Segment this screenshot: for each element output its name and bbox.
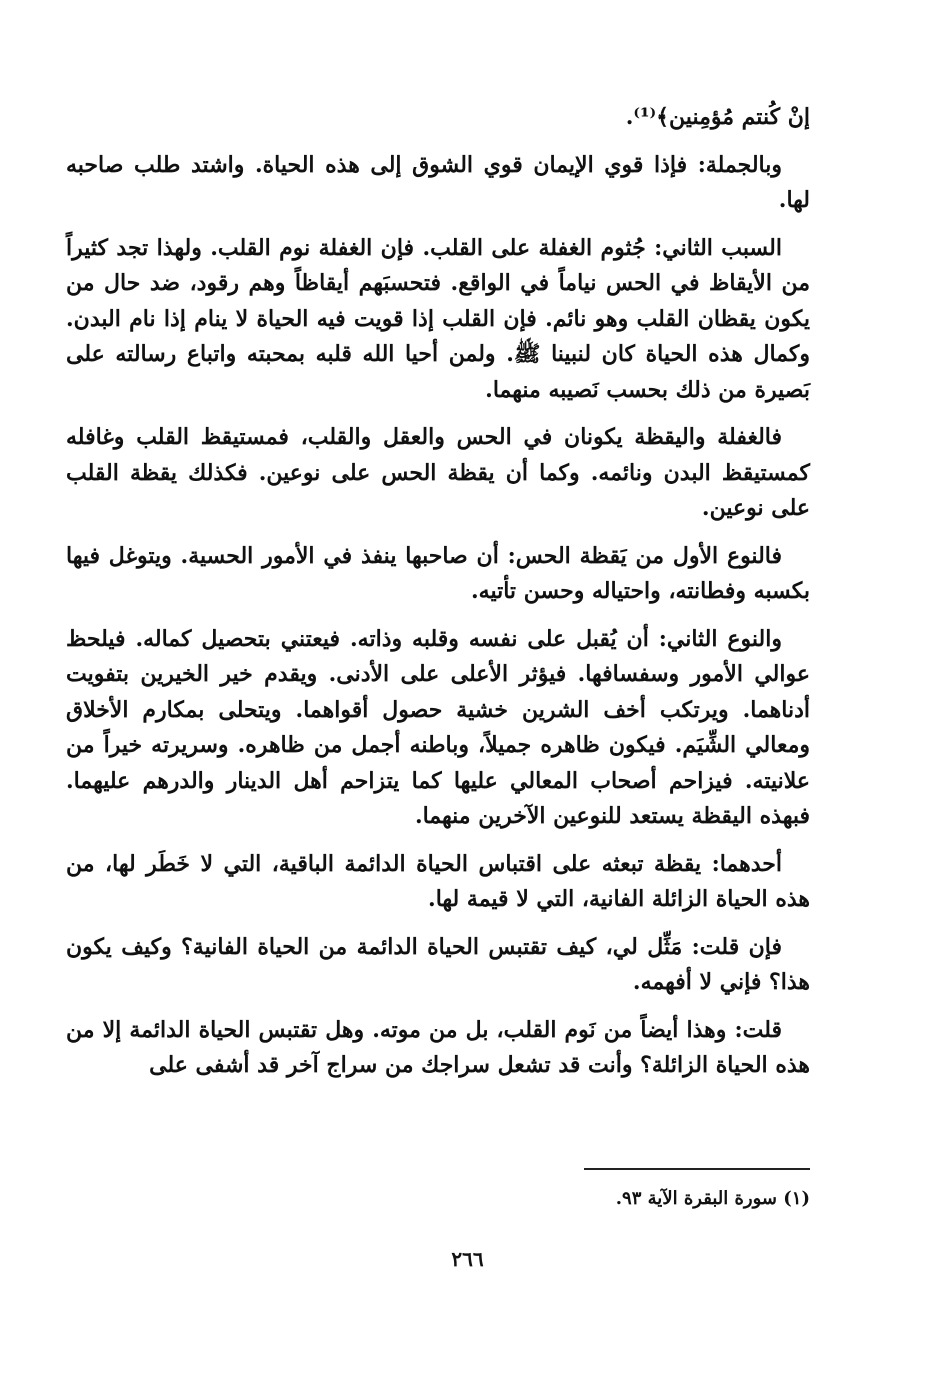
paragraph-one-of-them: أحدهما: يقظة تبعثه على اقتباس الحياة الدائمة الباقية، التي لا خَطَر لها، من هذه الحياة الزائلة الفانية، التي لا قيمة لها.: [66, 850, 810, 912]
footnote-divider: [584, 1168, 810, 1170]
paragraph-heedlessness: فالغفلة واليقظة يكونان في الحس والعقل والقلب، فمستيقظ القلب وغافله كمستيقظ البدن ونائمه. وكما أن يقظة الحس على نوعين. فكذلك يقظة القلب على نوعين.: [66, 424, 810, 521]
footnote: (١) سورة البقرة الآية ٩٣.: [615, 1188, 810, 1209]
page-number: ٢٦٦: [451, 1247, 484, 1271]
paragraph-question: فإن قلت: مَثِّل لي، كيف تقتبس الحياة الدائمة من الحياة الفانية؟ وكيف يكون هذا؟ فإني لا أفهمه.: [66, 933, 810, 995]
main-text: [66, 100, 810, 1096]
paragraph-second-type: والنوع الثاني: أن يُقبل على نفسه وقلبه وذاته. فيعتني بتحصيل كماله. فيلحظ عوالي الأمور وسفسافها. فيؤثر الأعلى على الأدنى. ويقدم خير الخيرين بتفويت أدناهما. ويرتكب أخف الشرين خشية حصول أقواهما. ويتحلى بمكارم الأخلاق ومعالي الشِّيَم. فيكون ظاهره جميلاً، وباطنه أجمل من ظاهره. وسريرته خيراً من علانيته. فيزاحم أصحاب المعالي عليها كما يتزاحم أهل الدينار والدرهم عليهما. فبهذه اليقظة يستعد للنوعين الآخرين منهما.: [66, 625, 810, 829]
verse-fragment: إنْ كُنتم مُؤمِنين﴾⁽¹⁾.: [625, 104, 810, 130]
paragraph-answer: قلت: وهذا أيضاً من نَوم القلب، بل من موته. وهل تقتبس الحياة الدائمة إلا من هذه الحياة الزائلة؟ وأنت قد تشعل سراجك من سراج آخر قد أشفى على: [66, 1016, 810, 1078]
paragraph-second-cause: السبب الثاني: جُثوم الغفلة على القلب. فإن الغفلة نوم القلب. ولهذا تجد كثيراً من الأيقاظ في الحس نياماً في الواقع. فتحسبَهم أيقاظاً وهم رقود، ضد حال من يكون يقظان القلب وهو نائم. فإن القلب إذا قويت فيه الحياة لا ينام إذا نام البدن. وكمال هذه الحياة كان لنبينا ﷺ. ولمن أحيا الله قلبه بمحبته واتباع رسالته على بَصيرة من ذلك بحسب نَصيبه منهما.: [66, 234, 810, 403]
paragraph-summary: وبالجملة: فإذا قوي الإيمان قوي الشوق إلى هذه الحياة. واشتد طلب صاحبه لها.: [66, 151, 810, 213]
paragraph-first-type: فالنوع الأول من يَقظة الحس: أن صاحبها ينفذ في الأمور الحسية. ويتوغل فيها بكسبه وفطانته، واحتياله وحسن تأتيه.: [66, 542, 810, 604]
